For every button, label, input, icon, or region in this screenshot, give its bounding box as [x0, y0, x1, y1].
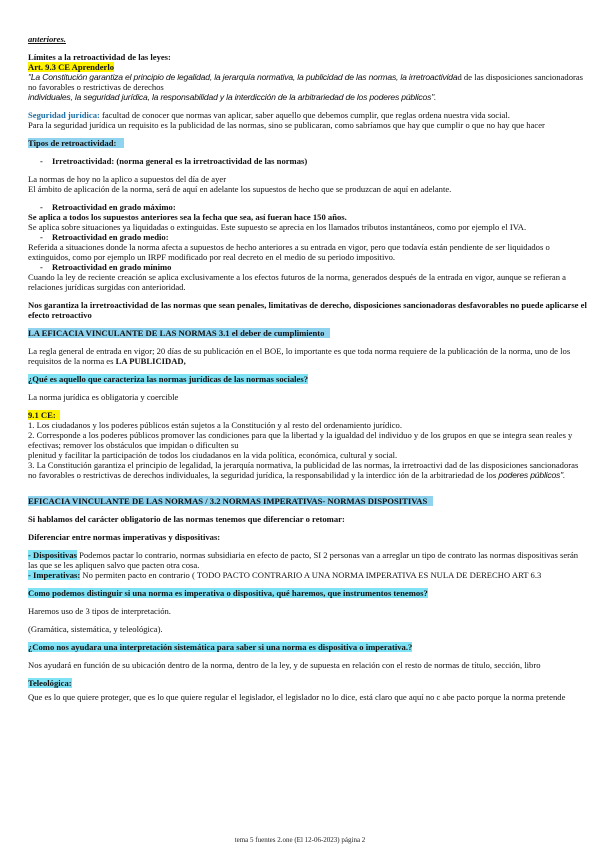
limits-quote-end: individuales, la seguridad jurídica, la responsabilidad y la interdicción de la arbitrariedad de los poderes públicos". — [28, 92, 437, 102]
irr-text-2: El ámbito de aplicación de la norma, será de aquí en adelante los supuestos de hecho que se produzcan de aquí en adelante. — [28, 184, 452, 194]
teleologica-text: Que es lo que quiere proteger, que es lo que quiere regular el legislador, el legislador no lo dice, está claro que aquí no c abe pacto porque la norma pretende — [28, 692, 566, 702]
limits-title: Límites a la retroactividad de las leyes: — [28, 52, 171, 62]
eficacia-answer: La norma jurídica es obligatoria y coercible — [28, 392, 179, 402]
imperativas-paragraph: - Imperativas: No permiten pacto en contrario ( TODO PACTO CONTRARIO A UNA NORMA IMPERATIVA ES NULA DE DERECHO ART 6.3 — [28, 570, 542, 580]
min-text: Cuando la ley de reciente creación se aplica exclusivamente a los efectos futuros de la norma, generados después de la entrada en vigor, aunque se refieran a relaciones jurídicas surgidas con anterioridad. — [28, 272, 566, 292]
dispositivas-paragraph: - Dispositivas Podemos pactar lo contrario, normas subsidiaria en efecto de pacto, SI 2 personas van a arreglar un tipo de contrato las normas dispositivas serán las que se les apliquen salvo que pacten otra cosa. — [28, 550, 579, 570]
ce91-p2b: plenitud y facilitar la participación de todos los ciudadanos en la vida política, económica, cultural y social. — [28, 450, 398, 460]
art-label: Art. 9.3 CE Aprenderlo — [28, 62, 115, 72]
imperativas-a3: Haremos uso de 3 tipos de interpretación. — [28, 606, 171, 616]
seguridad-text: Para la seguridad jurídica un requisito es la publicidad de las normas, sino se publicaran, como sabríamos que hay que cumplir o que no hay que hacer — [28, 120, 545, 130]
imperativas-a4: Nos ayudará en función de su ubicación dentro de la norma, dentro de la ley, y de supuesta en relación con el resto de normas de título, sección, libro — [28, 660, 541, 670]
ce91-p2a: 2. Corresponde a los poderes públicos promover las condiciones para que la libertad y la igualdad del individuo y de los grupos en que se integra sean reales y efectivas; remover los obstáculos que impidan o dificulten su — [28, 430, 573, 450]
min-title: - Retroactividad en grado mínimo — [40, 262, 172, 272]
ce91-p3: 3. La Constitución garantiza el principio de legalidad, la jerarquía normativa, la publicidad de las normas, la irretroactivi dad de las disposiciones sancionadoras no favorables o restrictivas de derechos individuales, la seguridad jurídica, la responsabilidad y la interdicc ión de la arbitrariedad de los poderes públicos". — [28, 460, 579, 480]
imperativas-q1: Si hablamos del carácter obligatorio de las normas tenemos que diferenciar o retomar: — [28, 514, 345, 524]
seguridad-paragraph: Seguridad jurídica: facultad de conocer que normas van aplicar, saber aquello que debemos cumplir, que reglas ordena nuestra vida social. — [28, 110, 510, 120]
nos-garantiza: Nos garantiza la irretroactividad de las normas que sean penales, limitativas de derecho, disposiciones sancionadoras desfavorables no puede aplicarse el efecto retroactivo — [28, 300, 587, 320]
irr-text-1: La normas de hoy no la aplico a supuestos del día de ayer — [28, 174, 227, 184]
med-text: Referida a situaciones donde la norma afecta a supuestos de hecho anteriores a su entrada en vigor, pero que todavía están pendiente de ser liquidados o extinguidos, como por ejemplo un IRPF modificado por real decreto en el medio de su periodo impositivo. — [28, 242, 550, 262]
imperativas-q2: Diferenciar entre normas imperativas y dispositivas: — [28, 532, 221, 542]
eficacia-question: ¿Qué es aquello que caracteriza las normas jurídicas de las normas sociales? — [28, 374, 308, 384]
imperativas-a3b: (Gramática, sistemática, y teleológica). — [28, 624, 163, 634]
med-title: - Retroactividad en grado medio: — [40, 232, 169, 242]
document-page — [28, 34, 588, 702]
max-sub: Se aplica a todos los supuestos anteriores sea la fecha que sea, así fueran hace 150 años. — [28, 212, 347, 222]
ce91-p1: 1. Los ciudadanos y los poderes públicos están sujetos a la Constitución y al resto del ordenamiento jurídico. — [28, 420, 402, 430]
imperativas-q4: ¿Como nos ayudara una interpretación sistemática para saber si una norma es dispositiva o imperativa.? — [28, 642, 413, 652]
max-title: - Retroactividad en grado máximo: — [40, 202, 176, 212]
tipos-title: Tipos de retroactividad: — [28, 138, 124, 148]
irr-title: - Irretroactividad: (norma general es la irretroactividad de las normas) — [40, 156, 308, 166]
imperativas-title: EFICACIA VINCULANTE DE LAS NORMAS / 3.2 NORMAS IMPERATIVAS- NORMAS DISPOSITIVAS — [28, 496, 433, 506]
eficacia-title: LA EFICACIA VINCULANTE DE LAS NORMAS 3.1 el deber de cumplimiento — [28, 328, 330, 338]
top-heading: anteriores. — [28, 34, 66, 44]
teleologica-title: Teleológica: — [28, 678, 72, 688]
limits-quote: "La Constitución garantiza el principio de legalidad, la jerarquía normativa, la publicidad de las normas, la irretroactividad de las disposiciones sancionadoras no favorables o restrictivas de derechos — [28, 72, 584, 92]
ce91-title: 9.1 CE: — [28, 410, 60, 420]
max-text: Se aplica sobre situaciones ya liquidadas o extinguidas. Este supuesto se aprecia en los llamados tributos instantáneos, como por ejemplo el IVA. — [28, 222, 527, 232]
page-footer: tema 5 fuentes 2.one (El 12-06-2023) página 2 — [234, 836, 366, 844]
imperativas-q3: Como podemos distinguir si una norma es imperativa o dispositiva, qué haremos, que instrumentos tenemos? — [28, 588, 428, 598]
regla-general: La regla general de entrada en vigor; 20 días de su publicación en el BOE, lo importante es que toda norma requiere de la publicación de la norma, uno de los requisitos de la norma es LA PUBLICIDAD, — [28, 346, 571, 366]
